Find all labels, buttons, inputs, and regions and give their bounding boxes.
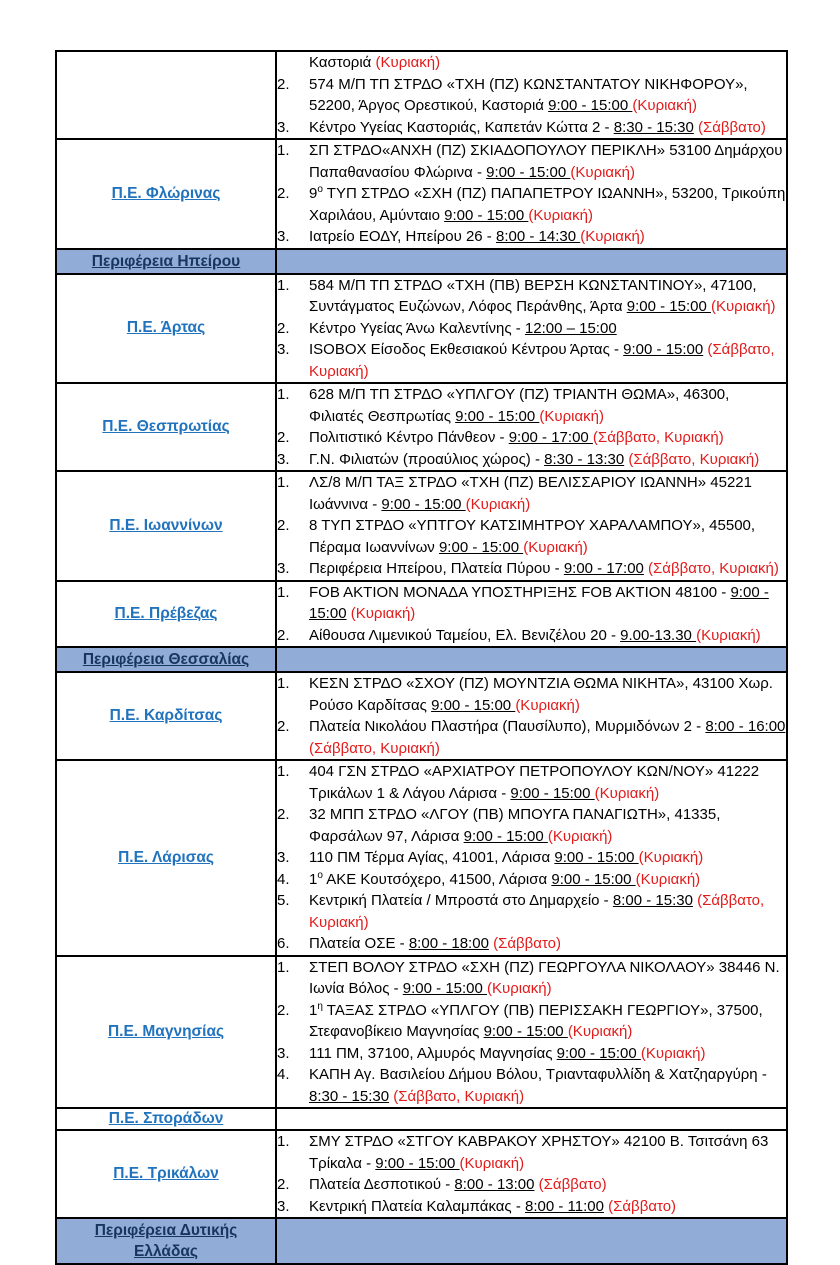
item-number: 3.	[277, 228, 290, 245]
text-segment: 9:00 - 15:00	[309, 583, 769, 622]
text-segment: 8:00 - 16:00	[705, 718, 786, 735]
location-item	[277, 804, 786, 847]
item-text	[309, 117, 786, 139]
section-header-row	[56, 647, 787, 672]
item-text	[309, 957, 786, 1000]
region-cell	[56, 956, 276, 1109]
item-text	[309, 558, 786, 580]
section-header-label: Περιφέρεια Θεσσαλίας	[82, 651, 250, 668]
item-number: 1.	[277, 276, 290, 294]
item-text	[309, 582, 786, 625]
item-text	[309, 74, 786, 117]
location-item	[277, 515, 786, 558]
text-segment: (Σάββατο, Κυριακή)	[309, 739, 440, 757]
section-header-spacer-cell	[276, 647, 787, 672]
text-segment: ΣΠ ΣΤΡΔΟ«ΑΝΧΗ (ΠΖ) ΣΚΙΑΔΟΠΟΥΛΟΥ ΠΕΡΙΚΛΗ» 53100 Δημάρχου Παπαθανασίου Φλώρινα -	[309, 142, 783, 181]
text-segment: ISOBOX Είσοδος Εκθεσιακού Κέντρου Άρτας -	[309, 341, 624, 358]
location-item	[277, 558, 786, 580]
item-text	[309, 472, 786, 515]
text-segment: 9:00 - 15:00	[455, 407, 540, 425]
location-item	[277, 1043, 786, 1065]
item-number: 2.	[277, 319, 290, 337]
item-text	[309, 318, 786, 340]
text-segment: (Κυριακή)	[635, 870, 701, 888]
text-segment: (Σάββατο, Κυριακή)	[592, 429, 724, 446]
text-segment: (Κυριακή)	[346, 605, 416, 622]
item-number: 3.	[277, 849, 290, 866]
text-segment: (Σάββατο, Κυριακή)	[309, 341, 775, 380]
item-text	[309, 140, 786, 183]
location-item	[277, 890, 786, 933]
location-item	[277, 761, 786, 804]
location-item	[277, 117, 786, 139]
item-number: 3.	[277, 1044, 290, 1062]
text-segment: 8:00 - 15:30	[612, 892, 693, 909]
section-header-label: Περιφέρεια Δυτικής Ελλάδας	[94, 1222, 238, 1260]
location-item	[277, 384, 786, 427]
region-cell	[56, 471, 276, 581]
text-segment: ΤΑΞΑΣ ΣΤΡΔΟ «ΥΠΛΓΟΥ (ΠΒ) ΠΕΡΙΣΣΑΚΗ ΓΕΩΡΓΙΟΥ», 37500, Στεφανοβίκειο Μαγνησίας	[309, 1001, 763, 1040]
text-segment: ο	[317, 869, 323, 881]
region-link[interactable]: Π.Ε. Άρτας	[126, 319, 206, 337]
region-cell	[56, 383, 276, 471]
item-text	[309, 933, 786, 955]
item-number: 2.	[277, 1176, 290, 1193]
locations-cell	[276, 471, 787, 581]
item-number: 1.	[277, 675, 290, 692]
text-segment: 9:00 - 15:00	[431, 696, 516, 714]
location-item	[277, 1131, 786, 1174]
region-cell	[56, 274, 276, 384]
text-segment: Κέντρο Υγείας Καστοριάς, Καπετάν Κώττα 2 -	[309, 118, 614, 136]
text-segment: 584 Μ/Π ΤΠ ΣΤΡΔΟ «ΤΧΗ (ΠΒ) ΒΕΡΣΗ ΚΩΝΣΤΑΝΤΙΝΟΥ», 47100, Συντάγματος Ευζώνων, Λόφος Περάνθης, Άρτα	[309, 276, 757, 315]
region-row	[56, 581, 787, 648]
text-segment: (Κυριακή)	[528, 206, 593, 224]
location-item	[277, 869, 786, 891]
item-text	[309, 761, 786, 804]
location-item	[277, 183, 786, 226]
text-segment: Κέντρο Υγείας Άνω Καλεντίνης -	[309, 319, 525, 337]
region-link[interactable]: Π.Ε. Ιωαννίνων	[109, 516, 223, 534]
item-text	[309, 275, 786, 318]
item-text	[309, 804, 786, 847]
region-link[interactable]: Π.Ε. Σποράδων	[108, 1110, 224, 1127]
text-segment: 9:00 - 15:00	[623, 341, 704, 358]
text-segment: 1	[309, 1001, 318, 1019]
item-number: 3.	[277, 450, 290, 468]
text-segment: 9:00 - 15:00	[486, 163, 571, 181]
text-segment: ΤΥΠ ΣΤΡΔΟ «ΣΧΗ (ΠΖ) ΠΑΠΑΠΕΤΡΟΥ ΙΩΑΝΝΗ», 53200, Τρικούπη Χαριλάου, Αμύνταιο	[309, 185, 786, 224]
location-item	[277, 140, 786, 183]
text-segment: (Κυριακή)	[539, 407, 604, 425]
text-segment: (Κυριακή)	[632, 97, 697, 114]
location-item	[277, 339, 786, 382]
location-item	[277, 449, 786, 471]
section-header-row	[56, 249, 787, 274]
item-text	[309, 384, 786, 427]
text-segment: ΚΑΠΗ Αγ. Βασιλείου Δήμου Βόλου, Τριανταφυλλίδη & Χατζηαργύρη -	[309, 1066, 767, 1083]
item-text	[309, 1196, 786, 1218]
item-text	[309, 427, 786, 449]
text-segment: (Κυριακή)	[465, 495, 531, 513]
text-segment: (Κυριακή)	[580, 228, 645, 245]
location-item	[277, 847, 786, 869]
item-text	[309, 183, 786, 226]
text-segment: η	[317, 1000, 323, 1012]
region-row	[56, 274, 787, 384]
text-segment: 8:00 - 13:00	[454, 1176, 535, 1193]
text-segment: 9	[309, 185, 318, 202]
locations-cell	[276, 139, 787, 249]
item-number: 5.	[277, 892, 290, 909]
item-text	[309, 1043, 786, 1065]
text-segment: Πολιτιστικό Κέντρο Πάνθεον -	[309, 429, 509, 446]
locations-cell	[276, 672, 787, 760]
text-segment: 9:00 - 15:00	[381, 495, 466, 513]
text-segment: 9:00 - 15:00	[483, 1023, 568, 1040]
region-row	[56, 760, 787, 956]
locations-table	[55, 50, 788, 1265]
text-segment: 8:00 - 11:00	[525, 1197, 604, 1215]
location-item	[277, 933, 786, 955]
text-segment: (Κυριακή)	[487, 980, 552, 997]
text-segment: (Σάββατο)	[603, 1197, 677, 1215]
locations-cell	[276, 760, 787, 956]
text-segment: 9:00 - 15:00	[556, 1044, 641, 1062]
text-segment: 8:00 - 14:30	[495, 228, 581, 245]
item-number: 2.	[277, 1001, 290, 1019]
item-text	[309, 890, 786, 933]
item-number: 1.	[277, 958, 290, 976]
text-segment: 404 ΓΣΝ ΣΤΡΔΟ «ΑΡΧΙΑΤΡΟΥ ΠΕΤΡΟΠΟΥΛΟΥ ΚΩΝ/ΝΟΥ» 41222 Τρικάλων 1 & Λάγου Λάρισα -	[309, 763, 760, 802]
item-text	[309, 625, 786, 647]
text-segment: (Κυριακή)	[640, 1044, 706, 1062]
region-row	[56, 471, 787, 581]
location-item	[277, 1196, 786, 1218]
region-cell	[56, 581, 276, 648]
text-segment: 8 ΤΥΠ ΣΤΡΔΟ «ΥΠΤΓΟΥ ΚΑΤΣΙΜΗΤΡΟΥ ΧΑΡΑΛΑΜΠΟΥ», 45500, Πέραμα Ιωαννίνων	[309, 517, 756, 556]
item-text	[309, 673, 786, 716]
section-header-cell	[56, 249, 276, 274]
location-item	[277, 275, 786, 318]
item-text	[309, 716, 786, 759]
text-segment: (Κυριακή)	[515, 696, 580, 714]
region-row	[56, 1130, 787, 1218]
location-item	[277, 427, 786, 449]
locations-cell	[276, 1130, 787, 1218]
item-number: 4.	[277, 1066, 290, 1083]
location-item	[277, 957, 786, 1000]
item-text	[309, 226, 786, 248]
item-number: 2.	[277, 626, 290, 644]
text-segment: 110 ΠΜ Τέρμα Αγίας, 41001, Λάρισα	[309, 849, 555, 866]
location-item	[277, 625, 786, 647]
text-segment: ΣΜΥ ΣΤΡΔΟ «ΣΤΓΟΥ ΚΑΒΡΑΚΟΥ ΧΡΗΣΤΟΥ» 42100 Β. Τσιτσάνη 63 Τρίκαλα -	[309, 1133, 769, 1172]
region-cell	[56, 51, 276, 139]
item-number: 4.	[277, 870, 290, 888]
item-number: 6.	[277, 935, 290, 952]
location-item	[277, 716, 786, 759]
region-cell	[56, 760, 276, 956]
item-text	[309, 1000, 786, 1043]
text-segment: 9:00 - 15:00	[551, 870, 636, 888]
item-number: 1.	[277, 386, 290, 403]
location-item	[277, 1174, 786, 1196]
item-number: 1.	[277, 1133, 290, 1150]
text-segment: (Κυριακή)	[638, 849, 704, 866]
text-segment: (Σάββατο, Κυριακή)	[309, 892, 765, 931]
text-segment: (Κυριακή)	[710, 298, 776, 315]
location-item	[277, 74, 786, 117]
text-segment: Πλατεία Νικολάου Πλαστήρα (Παυσίλυπο), Μυρμιδόνων 2 -	[309, 718, 706, 735]
text-segment: (Σάββατο)	[488, 935, 561, 952]
text-segment: Ιατρείο ΕΟΔΥ, Ηπείρου 26 -	[309, 228, 496, 245]
region-cell	[56, 1108, 276, 1130]
text-segment: 1	[309, 870, 318, 888]
item-text	[309, 52, 786, 74]
text-segment: 9:00 - 17:00	[508, 429, 593, 446]
locations-cell	[276, 1108, 787, 1130]
text-segment: (Σάββατο)	[693, 118, 766, 136]
item-number: 2.	[277, 718, 290, 735]
text-segment: ο	[317, 184, 323, 195]
text-segment: 9:00 - 15:00	[438, 538, 524, 556]
location-item	[277, 52, 786, 74]
text-segment: 32 ΜΠΠ ΣΤΡΔΟ «ΛΓΟΥ (ΠΒ) ΜΠΟΥΓΑ ΠΑΝΑΓΙΩΤΗ», 41335, Φαρσάλων 97, Λάρισα	[309, 806, 721, 845]
item-number: 2.	[277, 429, 290, 446]
text-segment: FOB AKTION ΜΟΝΑΔΑ ΥΠΟΣΤΗΡΙΞΗΣ FOB AKTION 48100 -	[309, 583, 731, 601]
region-row	[56, 51, 787, 139]
item-text	[309, 449, 786, 471]
text-segment: 12:00 – 15:00	[524, 319, 617, 337]
text-segment: Περιφέρεια Ηπείρου, Πλατεία Πύρου -	[309, 560, 564, 577]
item-number: 3.	[277, 1197, 290, 1215]
text-segment: (Κυριακή)	[567, 1023, 633, 1040]
item-number: 1.	[277, 763, 290, 780]
item-text	[309, 1131, 786, 1174]
item-text	[309, 339, 786, 382]
section-header-row	[56, 1218, 787, 1264]
item-number: 1.	[277, 583, 290, 601]
text-segment: (Σάββατο, Κυριακή)	[389, 1087, 525, 1105]
text-segment: Γ.Ν. Φιλιατών (προαύλιος χώρος) -	[309, 450, 545, 468]
text-segment: 8:00 - 18:00	[408, 935, 489, 952]
text-segment: Κεντρική Πλατεία Καλαμπάκας -	[309, 1197, 525, 1215]
region-row	[56, 956, 787, 1109]
section-header-cell	[56, 647, 276, 672]
text-segment: Καστοριά	[309, 54, 376, 71]
locations-cell	[276, 51, 787, 139]
region-link[interactable]: Π.Ε. Θεσπρωτίας	[102, 418, 230, 435]
location-item	[277, 1000, 786, 1043]
text-segment: ΚΕΣΝ ΣΤΡΔΟ «ΣΧΟΥ (ΠΖ) ΜΟΥΝΤΖΙΑ ΘΩΜΑ ΝΙΚΗΤΑ», 43100 Χωρ. Ρούσο Καρδίτσας	[309, 675, 773, 714]
text-segment: 9:00 - 15:00	[444, 206, 529, 224]
text-segment: 9:00 - 15:00	[510, 784, 595, 802]
item-number: 3.	[277, 118, 290, 136]
location-item	[277, 226, 786, 248]
item-text	[309, 869, 786, 891]
section-header-spacer-cell	[276, 249, 787, 274]
text-segment: (Κυριακή)	[375, 54, 441, 71]
text-segment: Αίθουσα Λιμενικού Ταμείου, Ελ. Βενιζέλου 20 -	[309, 626, 621, 644]
region-link[interactable]: Π.Ε. Τρικάλων	[113, 1165, 219, 1182]
text-segment: ΣΤΕΠ ΒΟΛΟΥ ΣΤΡΔΟ «ΣΧΗ (ΠΖ) ΓΕΩΡΓΟΥΛΑ ΝΙΚΟΛΑΟΥ» 38446 Ν. Ιωνία Βόλος -	[309, 958, 780, 997]
locations-cell	[276, 274, 787, 384]
location-item	[277, 673, 786, 716]
text-segment: Πλατεία Δεσποτικού -	[309, 1176, 455, 1193]
region-link[interactable]: Π.Ε. Μαγνησίας	[107, 1022, 225, 1040]
text-segment: ΛΣ/8 Μ/Π ΤΑΞ ΣΤΡΔΟ «ΤΧΗ (ΠΖ) ΒΕΛΙΣΣΑΡΙΟΥ ΙΩΑΝΝΗ» 45221 Ιωάννινα -	[309, 474, 752, 513]
text-segment: 8:30 - 13:30	[544, 450, 625, 468]
region-link[interactable]: Π.Ε. Φλώρινας	[111, 184, 221, 202]
text-segment: 628 Μ/Π ΤΠ ΣΤΡΔΟ «ΥΠΛΓΟΥ (ΠΖ) ΤΡΙΑΝΤΗ ΘΩΜΑ», 46300, Φιλιατές Θεσπρωτίας	[309, 386, 730, 425]
section-header-spacer-cell	[276, 1218, 787, 1264]
text-segment: 574 Μ/Π ΤΠ ΣΤΡΔΟ «ΤΧΗ (ΠΖ) ΚΩΝΣΤΑΝΤΑΤΟΥ ΝΙΚΗΦΟΡΟΥ», 52200, Άργος Ορεστικού, Καστοριά	[309, 75, 748, 114]
locations-cell	[276, 956, 787, 1109]
location-item	[277, 582, 786, 625]
location-item	[277, 318, 786, 340]
item-number: 2.	[277, 75, 290, 93]
text-segment: (Κυριακή)	[459, 1154, 525, 1172]
text-segment: (Σάββατο, Κυριακή)	[624, 450, 760, 468]
text-segment: (Κυριακή)	[594, 784, 660, 802]
item-number: 1.	[277, 142, 290, 159]
text-segment: ΑΚΕ Κουτσόχερο, 41500, Λάρισα	[322, 870, 552, 888]
locations-cell	[276, 581, 787, 648]
item-text	[309, 1064, 786, 1107]
text-segment: 8:30 - 15:30	[613, 118, 694, 136]
text-segment: Κεντρική Πλατεία / Μπροστά στο Δημαρχείο -	[309, 892, 613, 909]
item-number: 2.	[277, 185, 290, 202]
region-link[interactable]: Π.Ε. Καρδίτσας	[109, 707, 223, 724]
text-segment: 9:00 - 15:00	[548, 97, 633, 114]
text-segment: (Σάββατο)	[534, 1176, 607, 1193]
section-header-cell	[56, 1218, 276, 1264]
region-cell	[56, 1130, 276, 1218]
item-number: 3.	[277, 560, 290, 577]
item-text	[309, 847, 786, 869]
region-row	[56, 139, 787, 249]
item-number: 1.	[277, 474, 290, 491]
region-row	[56, 383, 787, 471]
location-item	[277, 1064, 786, 1107]
text-segment: (Κυριακή)	[547, 827, 613, 845]
text-segment: (Κυριακή)	[696, 626, 761, 644]
text-segment: (Κυριακή)	[523, 538, 588, 556]
item-number: 2.	[277, 806, 290, 823]
text-segment: (Σάββατο, Κυριακή)	[643, 560, 779, 577]
region-row	[56, 672, 787, 760]
text-segment: 9:00 - 17:00	[563, 560, 644, 577]
region-link[interactable]: Π.Ε. Πρέβεζας	[114, 604, 218, 622]
section-header-label: Περιφέρεια Ηπείρου	[91, 252, 241, 270]
text-segment: 9:00 - 15:00	[402, 980, 488, 997]
text-segment: 9:00 - 15:00	[554, 849, 639, 866]
region-cell	[56, 672, 276, 760]
text-segment: (Κυριακή)	[570, 163, 635, 181]
region-link[interactable]: Π.Ε. Λάρισας	[118, 848, 214, 866]
text-segment: 9:00 - 15:00	[626, 298, 711, 315]
location-item	[277, 472, 786, 515]
text-segment: 9:00 - 15:00	[375, 1154, 460, 1172]
locations-cell	[276, 383, 787, 471]
text-segment: 9:00 - 15:00	[463, 827, 548, 845]
item-text	[309, 515, 786, 558]
region-row	[56, 1108, 787, 1130]
item-number: 2.	[277, 517, 290, 534]
text-segment: 111 ΠΜ, 37100, Αλμυρός Μαγνησίας	[309, 1044, 557, 1062]
item-text	[309, 1174, 786, 1196]
item-number: 3.	[277, 341, 290, 358]
item-number	[277, 52, 300, 74]
text-segment: 8:30 - 15:30	[309, 1087, 390, 1105]
text-segment: 9.00-13.30	[620, 626, 697, 644]
region-cell	[56, 139, 276, 249]
text-segment: Πλατεία ΟΣΕ -	[309, 935, 409, 952]
